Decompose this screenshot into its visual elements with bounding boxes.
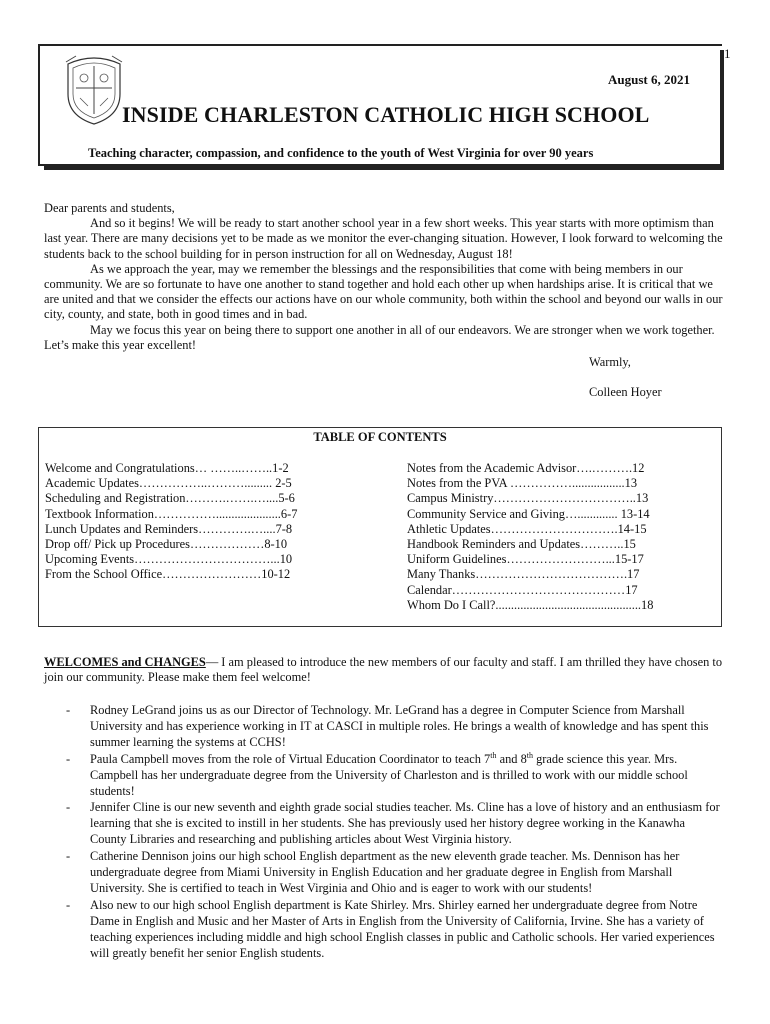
toc-entry: Whom Do I Call?...............................................18 — [407, 597, 654, 612]
toc-entry: Calendar……………………………………17 — [407, 582, 638, 597]
staff-entry-text: Paula Campbell moves from the role of Virtual Education Coordinator to teach 7 — [90, 751, 491, 766]
toc-entry: Upcoming Events……………………………...10 — [45, 552, 293, 567]
toc-entry: Welcome and Congratulations… ……..……..1-2 — [45, 461, 289, 475]
list-item — [44, 800, 724, 848]
bullet-marker: - — [66, 897, 71, 912]
newsletter-title: INSIDE CHARLESTON CATHOLIC HIGH SCHOOL — [122, 102, 650, 127]
staff-entry: Also new to our high school English department is Kate Shirley. Mrs. Shirley earned her undergraduate degree from Notre Dame in English and Music and her Master of Arts in English from the University of California, Irvine. She has a variety of teaching experiences including middle and high school English classes in public and Catholic schools. Her varied experiences will greatly benefit her senior English students. — [90, 897, 715, 960]
toc-entry: Academic Updates……………..………......... 2-5 — [45, 476, 292, 491]
toc-left-column — [45, 461, 297, 583]
toc-entry: Community Service and Giving…............. 13-14 — [407, 506, 650, 521]
toc-entry: Drop off/ Pick up Procedures………………8-10 — [45, 537, 288, 552]
tagline: Teaching character, compassion, and confidence to the youth of West Virginia for over 90 years — [88, 146, 594, 160]
toc-entry: Lunch Updates and Reminders………….…....7-8 — [45, 521, 293, 536]
welcomes-intro: — I am pleased to introduce the new members of our faculty and staff. I am thrilled they have chosen to join our community. Please make them feel welcome! — [44, 655, 723, 685]
bullet-marker: - — [66, 800, 71, 815]
welcomes-heading: WELCOMES and CHANGES — [44, 655, 206, 669]
school-seal-icon — [62, 54, 126, 126]
toc-entry: Athletic Updates………………………….14-15 — [407, 521, 647, 536]
staff-entry: Jennifer Cline is our new seventh and eighth grade social studies teacher. Ms. Cline has a love of history and an enthusiasm for learning that she is excited to instill in her students. She has previously used her history degree working in the Kanawha County Libraries and researching and publishing articles about West Virginia history. — [90, 800, 720, 847]
toc-entry: Notes from the Academic Advisor….……….12 — [407, 461, 645, 475]
toc-right-column — [407, 461, 653, 613]
staff-entry: Catherine Dennison joins our high school English department as the new eleventh grade teacher. Ms. Dennison has her undergraduate degree from Miami University in English Education and her graduate degree in English from Marshall University. She is certified to teach in West Virginia and Ohio and is eager to work with our students! — [90, 849, 680, 895]
principal-letter — [44, 201, 728, 400]
toc-entry: Textbook Information…………….....................6-7 — [45, 506, 298, 521]
letter-paragraph: May we focus this year on being there to support one another in all of our endeavors. We are stronger when we work together. Let’s make this year excellent! — [44, 322, 715, 352]
staff-entry-text: and 8 — [496, 751, 527, 766]
toc-entry: Many Thanks……………………………….17 — [407, 567, 640, 582]
list-item — [44, 703, 724, 751]
welcomes-section — [44, 655, 724, 685]
toc-entry: Notes from the PVA …………….................13 — [407, 476, 638, 491]
list-item — [44, 849, 724, 897]
list-item — [44, 752, 724, 800]
toc-entry: From the School Office……………………10-12 — [45, 567, 291, 582]
bullet-marker: - — [66, 751, 71, 766]
toc-title: TABLE OF CONTENTS — [313, 430, 447, 444]
table-of-contents — [38, 427, 722, 627]
staff-entry-text: grade science this year. Mrs. Campbell has her undergraduate degree from the University of Charleston and is thrilled to work with our middle school students! — [90, 751, 688, 798]
letter-closing: Warmly, — [589, 355, 631, 370]
bullet-marker: - — [66, 703, 71, 717]
toc-entry: Scheduling and Registration……….…….…....5-6 — [45, 491, 295, 506]
staff-entry: Rodney LeGrand joins us as our Director of Technology. Mr. LeGrand has a degree in Computer Science from Marshall University and has experience working in IT at CASCI in multiple roles. He brings a wealth of knowledge and has spent this summer learning the systems at CCHS! — [90, 703, 709, 749]
list-item — [44, 898, 724, 962]
letter-greeting: Dear parents and students, — [44, 201, 175, 215]
staff-list — [44, 703, 724, 963]
masthead — [38, 44, 722, 166]
page-number: 1 — [724, 46, 731, 61]
letter-paragraph: As we approach the year, may we remember the blessings and the responsibilities that come with being members in our community. We are so fortunate to have one another to stand together and hold each other up when hardships arise. It is critical that we are united and that we consider the effects our actions have on our whole community, both within the school and beyond our walls in our city, county, and state, both in good times and in bad. — [44, 261, 723, 322]
issue-date: August 6, 2021 — [608, 72, 690, 87]
toc-entry: Uniform Guidelines……………………...15-17 — [407, 552, 644, 567]
bullet-marker: - — [66, 849, 71, 864]
ordinal-suffix: th — [526, 750, 533, 760]
ordinal-suffix: th — [490, 750, 497, 760]
letter-signature: Colleen Hoyer — [589, 385, 662, 400]
letter-paragraph: And so it begins! We will be ready to start another school year in a few short weeks. This year starts with more optimism than last year. There are many decisions yet to be made as we monitor the ever-changing situation. However, I look forward to welcoming the students back to the school building for in person instruction for all on Wednesday, August 18! — [44, 216, 723, 261]
toc-entry: Campus Ministry……………………………..13 — [407, 491, 649, 506]
toc-entry: Handbook Reminders and Updates………..15 — [407, 537, 636, 552]
